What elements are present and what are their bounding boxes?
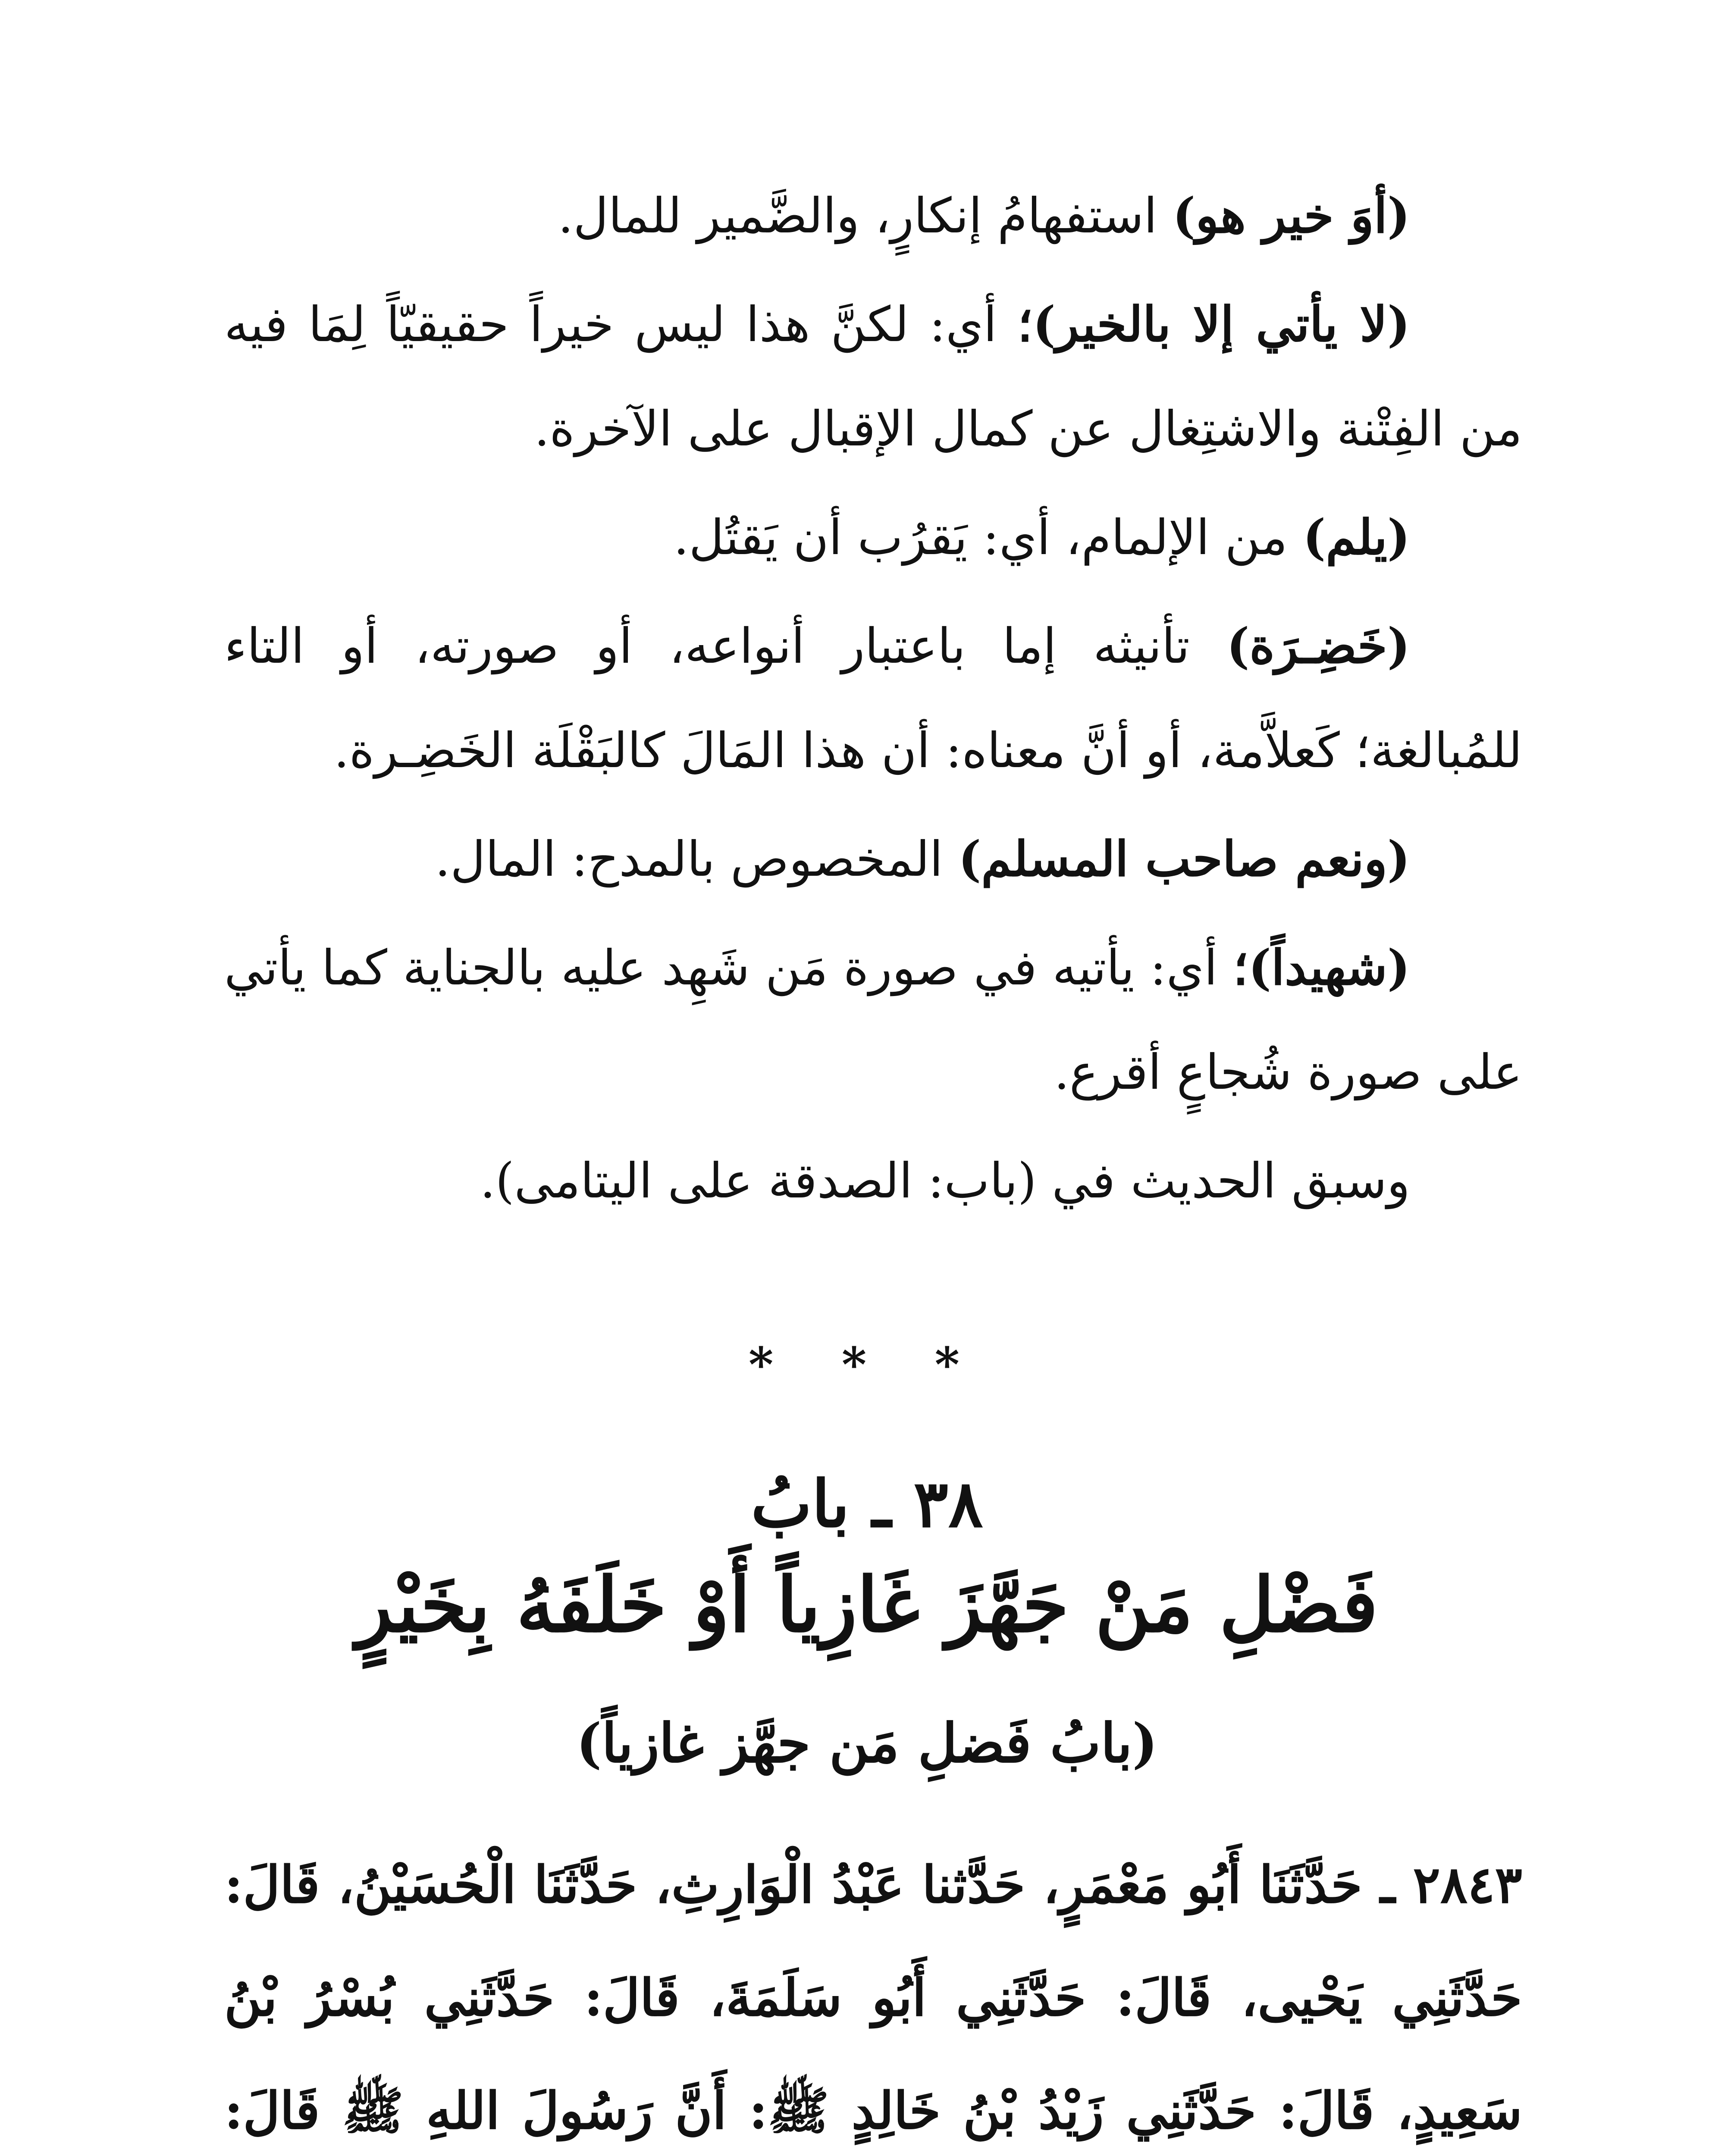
chapter-number: ٣٨ ـ بابُ [751,1466,983,1542]
commentary-text: استفهامُ إنكارٍ، والضَّمير للمال. [558,188,1173,244]
commentary-term: (لا يأتي إلا بالخير)؛ [1017,296,1411,353]
commentary-text: أي: يأتيه في صورة مَن شَهِد عليه بالجناية كما يأتي على صورة شُجاعٍ أقرع. [224,940,1522,1100]
commentary-paragraph [224,807,1522,912]
section-separator: * * * [748,1337,986,1392]
commentary-paragraph [224,486,1522,590]
commentary-paragraph [224,164,1522,268]
commentary-section [224,164,1522,1238]
chapter-title: فَضْلِ مَنْ جَهَّزَ غَازِياً أَوْ خَلَفَهُ بِخَيْرٍ [356,1561,1378,1649]
commentary-text: وسبق الحديث في (باب: الصدقة على اليتامى). [480,1153,1410,1209]
chapter-subtitle: (بابُ فَضلِ مَن جهَّز غازياً) [576,1712,1158,1775]
commentary-paragraph [224,1129,1522,1233]
commentary-paragraph [224,916,1522,1125]
commentary-text: تأنيثه إما باعتبار أنواعه، أو صورته، أو التاء للمُبالغة؛ كَعلاَّمة، أو أنَّ معناه: أن هذا المَالَ كالبَقْلَة الخَضِـرة. [224,618,1522,779]
commentary-term: (يلم) [1303,509,1410,566]
commentary-paragraph [224,594,1522,803]
commentary-text: من الإلمام، أي: يَقرُب أن يَقتُل. [673,510,1303,566]
commentary-text: المخصوص بالمدح: المال. [435,831,959,887]
hadith-text: ٢٨٤٣ ـ حَدَّثَنَا أَبُو مَعْمَرٍ، حَدَّثنا عَبْدُ الْوَارِثِ، حَدَّثَنَا الْحُسَيْنُ، قَالَ: حَدَّثَنِي يَحْيى، قَالَ: حَدَّثَنِي أَبُو سَلَمَةَ، قَالَ: حَدَّثَنِي بُسْرُ بْنُ سَعِيدٍ، قَالَ: حَدَّثَنِي زَيْدُ بْنُ خَالِدٍ ﷺ: أَنَّ رَسُولَ اللهِ ﷺ قَالَ: [224,1855,1522,2140]
commentary-term: (ونعم صاحب المسلم) [958,831,1410,887]
commentary-term: (أوَ خير هو) [1173,188,1410,244]
commentary-term: (خَضِـرَة) [1226,618,1410,674]
commentary-paragraph [224,273,1522,481]
commentary-term: (شهيداً)؛ [1233,940,1410,996]
commentary-text: أي: لكنَّ هذا ليس خيراً حقيقيّاً لِمَا فيه من الفِتْنة والاشتِغال عن كمال الإقبال على الآخرة. [224,297,1522,457]
